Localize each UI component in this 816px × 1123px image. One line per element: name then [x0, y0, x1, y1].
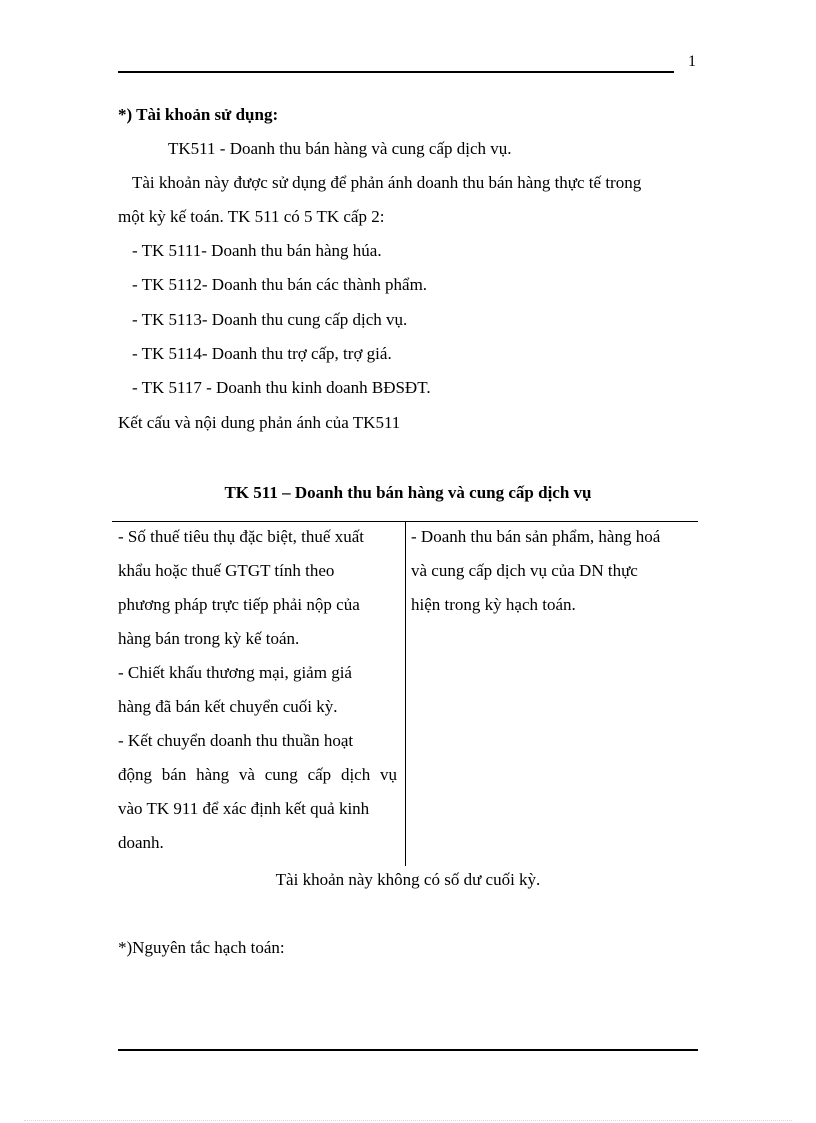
header-rule	[118, 71, 674, 73]
sub-account-item: - TK 5111- Doanh thu bán hàng húa.	[132, 241, 382, 260]
account-title: TK511 - Doanh thu bán hàng và cung cấp dịch vụ.	[168, 139, 512, 158]
debit-line: doanh.	[118, 833, 164, 852]
sub-account-item: - TK 5112- Doanh thu bán các thành phẩm.	[132, 275, 428, 294]
debit-line: - Kết chuyển doanh thu thuần hoạt	[118, 731, 354, 750]
credit-line: và cung cấp dịch vụ của DN thực	[411, 561, 638, 580]
next-section-heading: *)Nguyên tắc hạch toán:	[118, 938, 285, 957]
credit-line: hiện trong kỳ hạch toán.	[411, 595, 576, 614]
debit-line: - Chiết khấu thương mại, giảm giá	[118, 663, 352, 682]
page-number: 1	[688, 53, 696, 70]
sub-account-item: - TK 5113- Doanh thu cung cấp dịch vụ.	[132, 310, 408, 329]
page-bottom-edge	[24, 1120, 792, 1121]
footer-rule	[118, 1049, 698, 1051]
section-heading: *) Tài khoản sử dụng:	[118, 105, 279, 124]
sub-account-item: - TK 5117 - Doanh thu kinh doanh BĐSĐT.	[132, 378, 431, 397]
t-account-divider	[405, 521, 406, 866]
sub-account-item: - TK 5114- Doanh thu trợ cấp, trợ giá.	[132, 344, 392, 363]
debit-line: hàng đã bán kết chuyển cuối kỳ.	[118, 697, 338, 716]
debit-line: - Số thuế tiêu thụ đặc biệt, thuế xuất	[118, 527, 364, 546]
debit-line: hàng bán trong kỳ kế toán.	[118, 629, 300, 648]
t-account-title: TK 511 – Doanh thu bán hàng và cung cấp dịch vụ	[224, 483, 592, 502]
credit-line: - Doanh thu bán sản phẩm, hàng hoá	[411, 527, 661, 546]
description-line-1: Tài khoản này được sử dụng để phản ánh doanh thu bán hàng thực tế trong	[132, 173, 642, 192]
debit-line: vào TK 911 để xác định kết quả kinh	[118, 799, 370, 818]
debit-line: động bán hàng và cung cấp dịch vụ	[118, 765, 397, 784]
debit-line: phương pháp trực tiếp phải nộp của	[118, 595, 360, 614]
balance-note: Tài khoản này không có số dư cuối kỳ.	[275, 870, 541, 889]
structure-intro: Kết cấu và nội dung phản ánh của TK511	[118, 413, 401, 432]
description-line-2: một kỳ kế toán. TK 511 có 5 TK cấp 2:	[118, 207, 385, 226]
debit-line: khẩu hoặc thuế GTGT tính theo	[118, 561, 335, 580]
